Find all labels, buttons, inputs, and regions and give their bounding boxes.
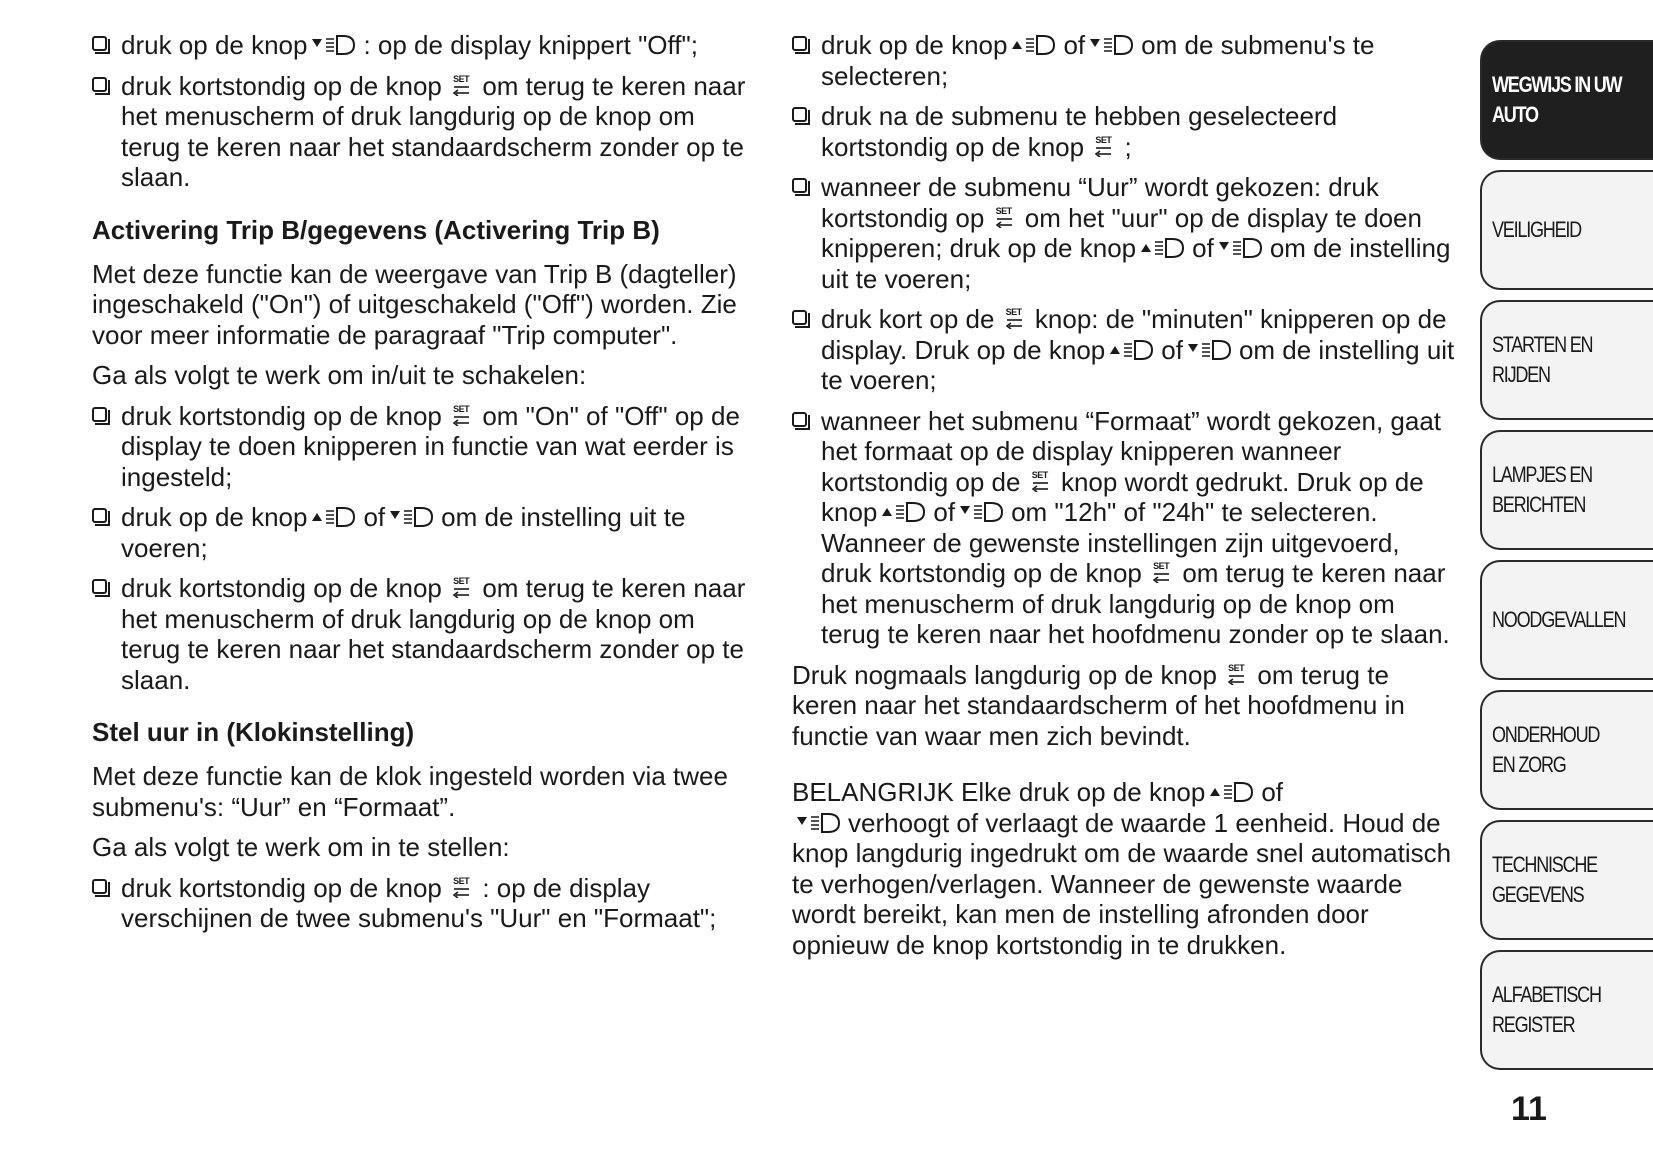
- set-label: SET: [453, 403, 470, 414]
- list-item: druk na de submenu te hebben geselecteerd kortstondig op de knop SET ;: [792, 101, 1457, 162]
- paragraph: Met deze functie kan de klok ingesteld worden via twee submenu's: “Uur” en “Formaat”.: [92, 761, 728, 822]
- set-label: SET: [1005, 307, 1022, 317]
- bullet-box-icon: [792, 412, 807, 427]
- list-item: druk op de knop : op de display knippert "Off";: [92, 30, 752, 61]
- set-label: SET: [1031, 469, 1048, 480]
- list-item: wanneer het submenu “Formaat” wordt gekozen, gaat het formaat op de display knipperen wanneer kortstondig op de SET knop wordt gedrukt. Druk op de knop of om "12h" of "24h" te selecteren. Wanneer de gewenste instellingen zijn uitgevoerd, druk kortstondig op de knop SET om terug te keren naar het menuscherm of druk langdurig op de knop om terug te keren naar het hoofdmenu zonder op te slaan.: [792, 406, 1457, 650]
- tab-lampjes-en-berichten[interactable]: LAMPJES EN BERICHTEN: [1480, 430, 1653, 550]
- tab-alfabetisch-register[interactable]: ALFABETISCH REGISTER: [1480, 950, 1653, 1070]
- down-light-button-icon: [795, 811, 845, 835]
- set-label: SET: [453, 875, 470, 886]
- section-heading-clock: Stel uur in (Klokinstelling): [92, 717, 415, 747]
- paragraph: Druk nogmaals langdurig op de knop SET om terug te keren naar het standaardscherm of het hoofdmenu in functie van waar men zich bevindt.: [792, 659, 1405, 751]
- paragraph: Ga als volgt te werk om in te stellen:: [92, 832, 510, 862]
- up-light-button-icon: [1108, 338, 1158, 362]
- set-button-icon: [1227, 664, 1247, 686]
- paragraph: Met deze functie kan de weergave van Trip B (dagteller) ingeschakeld ("On") of uitgeschakeld ("Off") worden. Zie voor meer informatie de paragraaf "Trip computer".: [92, 258, 737, 350]
- left-column: [92, 30, 752, 944]
- tab-starten-en-rijden[interactable]: STARTEN EN RIJDEN: [1480, 300, 1653, 420]
- list-item: wanneer de submenu “Uur” wordt gekozen: druk kortstondig op SET om het "uur" op de display te doen knipperen; druk op de knop of om de instelling uit te voeren;: [792, 172, 1457, 294]
- bullet-box-icon: [92, 579, 107, 594]
- up-light-button-icon: [880, 500, 930, 524]
- set-label: SET: [995, 205, 1012, 216]
- set-button-icon: [452, 75, 472, 97]
- up-light-button-icon: [310, 505, 360, 529]
- list-item: druk op de knop of om de instelling uit te voeren;: [92, 502, 752, 563]
- set-button-icon: [452, 577, 472, 599]
- list-item: druk kortstondig op de knop SET om "On" of "Off" op de display te doen knipperen in functie van wat eerder is ingesteld;: [92, 401, 752, 493]
- down-light-button-icon: [1186, 338, 1236, 362]
- bullet-box-icon: [92, 77, 107, 92]
- set-button-icon: [452, 877, 472, 899]
- set-label: SET: [1228, 662, 1245, 673]
- bullet-box-icon: [92, 879, 107, 894]
- list-item: druk kort op de SET knop: de "minuten" knipperen op de display. Druk op de knop of om de instelling uit te voeren;: [792, 304, 1457, 396]
- list-item: druk kortstondig op de knop SET : op de display verschijnen de twee submenu's "Uur" en "Formaat";: [92, 873, 752, 934]
- bullet-box-icon: [792, 36, 807, 51]
- bullet-box-icon: [792, 310, 807, 325]
- set-label: SET: [1095, 134, 1112, 145]
- set-button-icon: [995, 207, 1015, 229]
- tab-onderhoud-en-zorg[interactable]: ONDERHOUD EN ZORG: [1480, 690, 1653, 810]
- bullet-box-icon: [792, 178, 807, 193]
- tab-noodgevallen[interactable]: NOODGEVALLEN: [1480, 560, 1653, 680]
- bullet-box-icon: [792, 107, 807, 122]
- down-light-button-icon: [1217, 236, 1267, 260]
- set-button-icon: [452, 405, 472, 427]
- down-light-button-icon: [388, 505, 438, 529]
- tab-technische-gegevens[interactable]: TECHNISCHE GEGEVENS: [1480, 820, 1653, 940]
- set-button-icon: [1005, 308, 1025, 330]
- tab-wegwijs[interactable]: WEGWIJS IN UW AUTO: [1480, 40, 1653, 160]
- set-label: SET: [453, 73, 470, 84]
- tab-veiligheid[interactable]: VEILIGHEID: [1480, 170, 1653, 290]
- bullet-box-icon: [92, 508, 107, 523]
- right-column: [792, 30, 1457, 970]
- set-button-icon: [1031, 471, 1051, 493]
- section-heading-trip-b: Activering Trip B/gegevens (Activering Trip B): [92, 214, 660, 245]
- up-light-button-icon: [1208, 780, 1258, 804]
- set-label: SET: [1153, 561, 1170, 571]
- down-light-button-icon: [1088, 33, 1138, 57]
- up-light-button-icon: [1010, 33, 1060, 57]
- bullet-box-icon: [92, 36, 107, 51]
- set-label: SET: [453, 576, 470, 586]
- set-button-icon: [1152, 562, 1172, 584]
- set-button-icon: [1094, 136, 1114, 158]
- list-item: druk op de knop of om de submenu's te selecteren;: [792, 30, 1457, 91]
- bullet-box-icon: [92, 407, 107, 422]
- paragraph: Ga als volgt te werk om in/uit te schakelen:: [92, 360, 587, 390]
- important-note: BELANGRIJK Elke druk op de knop of verhoogt of verlaagt de waarde 1 eenheid. Houd de knop langdurig ingedrukt om de waarde snel automatisch te verhogen/verlagen. Wanneer de gewenste waarde wordt bereikt, kan men de instelling afronden door opnieuw de knop kortstondig in te drukken.: [792, 777, 1452, 960]
- down-light-button-icon: [958, 500, 1008, 524]
- list-item: druk kortstondig op de knop SET om terug te keren naar het menuscherm of druk langdurig op de knop om terug te keren naar het standaardscherm zonder op te slaan.: [92, 573, 752, 695]
- up-light-button-icon: [1139, 236, 1189, 260]
- down-light-button-icon: [310, 33, 360, 57]
- list-item: druk kortstondig op de knop SET om terug te keren naar het menuscherm of druk langdurig op de knop om terug te keren naar het standaardscherm zonder op te slaan.: [92, 71, 752, 193]
- page-number: 11: [1511, 1090, 1547, 1128]
